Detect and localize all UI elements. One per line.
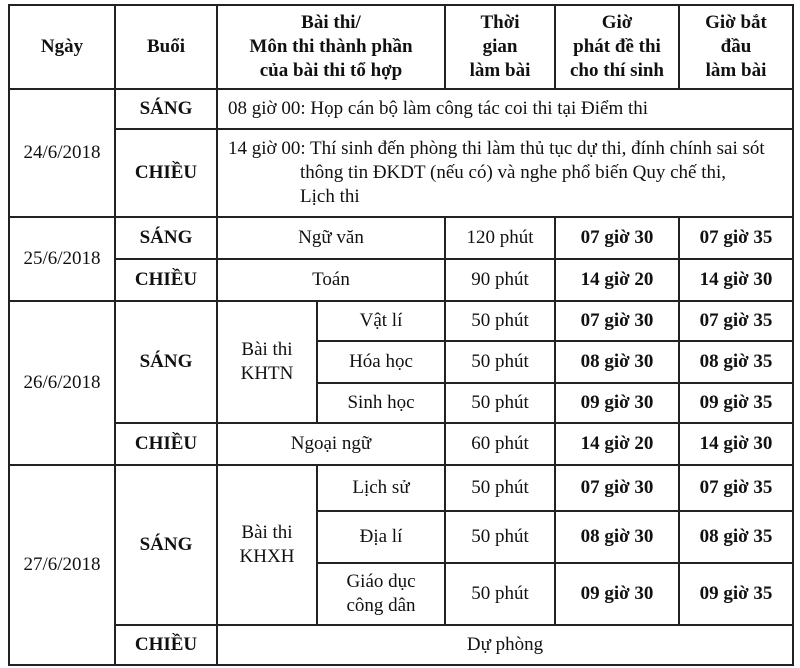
group-code: KHXH bbox=[239, 546, 295, 567]
table-row bbox=[9, 89, 793, 129]
subject-cell bbox=[317, 563, 445, 625]
session-cell: CHIỀU bbox=[115, 129, 217, 217]
duration-cell: 120 phút bbox=[445, 217, 555, 259]
start-cell: 08 giờ 35 bbox=[679, 341, 793, 383]
handout-cell: 09 giờ 30 bbox=[555, 563, 679, 625]
session-cell: CHIỀU bbox=[115, 423, 217, 465]
duration-cell: 50 phút bbox=[445, 301, 555, 341]
header-subject: Bài thi/ Môn thi thành phần của bài thi tổ hợp bbox=[217, 5, 445, 89]
session-cell: SÁNG bbox=[115, 89, 217, 129]
subject-cell: Vật lí bbox=[317, 301, 445, 341]
subject-line: công dân bbox=[346, 595, 416, 616]
handout-cell: 09 giờ 30 bbox=[555, 383, 679, 423]
start-cell: 07 giờ 35 bbox=[679, 217, 793, 259]
duration-cell: 50 phút bbox=[445, 563, 555, 625]
start-cell: 09 giờ 35 bbox=[679, 563, 793, 625]
session-cell: SÁNG bbox=[115, 217, 217, 259]
handout-cell: 14 giờ 20 bbox=[555, 259, 679, 301]
duration-cell: 90 phút bbox=[445, 259, 555, 301]
table-row bbox=[9, 465, 793, 511]
note-cell: 08 giờ 00: Họp cán bộ làm công tác coi thi tại Điểm thi bbox=[217, 89, 793, 129]
header-row bbox=[9, 5, 793, 89]
date-cell: 26/6/2018 bbox=[9, 301, 115, 465]
subject-line: Giáo dục bbox=[346, 571, 416, 593]
table-row bbox=[9, 625, 793, 665]
group-cell bbox=[217, 301, 317, 423]
subject-cell: Sinh học bbox=[317, 383, 445, 423]
start-cell: 09 giờ 35 bbox=[679, 383, 793, 423]
duration-cell: 50 phút bbox=[445, 511, 555, 563]
subject-cell: Địa lí bbox=[317, 511, 445, 563]
group-label: Bài thi bbox=[241, 339, 293, 361]
table-row bbox=[9, 217, 793, 259]
handout-cell: 07 giờ 30 bbox=[555, 217, 679, 259]
note-line: thông tin ĐKDT (nếu có) và nghe phổ biến Quy chế thi, bbox=[300, 162, 727, 184]
date-cell: 24/6/2018 bbox=[9, 89, 115, 217]
date-cell: 25/6/2018 bbox=[9, 217, 115, 301]
header-hand-out-time: Giờ phát đề thi cho thí sinh bbox=[555, 5, 679, 89]
table-row bbox=[9, 259, 793, 301]
duration-cell: 60 phút bbox=[445, 423, 555, 465]
handout-cell: 08 giờ 30 bbox=[555, 511, 679, 563]
header-session: Buổi bbox=[115, 5, 217, 89]
handout-cell: 14 giờ 20 bbox=[555, 423, 679, 465]
handout-cell: 07 giờ 30 bbox=[555, 465, 679, 511]
date-cell: 27/6/2018 bbox=[9, 465, 115, 665]
subject-cell: Lịch sử bbox=[317, 465, 445, 511]
subject-cell: Ngữ văn bbox=[217, 217, 445, 259]
group-code: KHTN bbox=[240, 363, 294, 384]
start-cell: 08 giờ 35 bbox=[679, 511, 793, 563]
handout-cell: 07 giờ 30 bbox=[555, 301, 679, 341]
start-cell: 14 giờ 30 bbox=[679, 423, 793, 465]
table-row bbox=[9, 423, 793, 465]
session-cell: SÁNG bbox=[115, 465, 217, 625]
subject-cell: Hóa học bbox=[317, 341, 445, 383]
note-line: Lịch thi bbox=[300, 185, 360, 207]
note-line: 14 giờ 00: Thí sinh đến phòng thi làm thủ tục dự thi, đính chính sai sót bbox=[228, 138, 765, 160]
duration-cell: 50 phút bbox=[445, 341, 555, 383]
subject-cell: Ngoại ngữ bbox=[217, 423, 445, 465]
header-start-time: Giờ bắt đầu làm bài bbox=[679, 5, 793, 89]
group-cell bbox=[217, 465, 317, 625]
duration-cell: 50 phút bbox=[445, 383, 555, 423]
note-cell: Dự phòng bbox=[217, 625, 793, 665]
session-cell: CHIỀU bbox=[115, 625, 217, 665]
handout-cell: 08 giờ 30 bbox=[555, 341, 679, 383]
table-row bbox=[9, 129, 793, 217]
duration-cell: 50 phút bbox=[445, 465, 555, 511]
session-cell: SÁNG bbox=[115, 301, 217, 423]
note-cell bbox=[217, 129, 793, 217]
table-row bbox=[9, 301, 793, 341]
group-label: Bài thi bbox=[241, 522, 293, 544]
session-cell: CHIỀU bbox=[115, 259, 217, 301]
start-cell: 14 giờ 30 bbox=[679, 259, 793, 301]
subject-cell: Toán bbox=[217, 259, 445, 301]
header-date: Ngày bbox=[9, 5, 115, 89]
header-duration: Thời gian làm bài bbox=[445, 5, 555, 89]
exam-schedule-table bbox=[8, 4, 794, 666]
start-cell: 07 giờ 35 bbox=[679, 465, 793, 511]
start-cell: 07 giờ 35 bbox=[679, 301, 793, 341]
